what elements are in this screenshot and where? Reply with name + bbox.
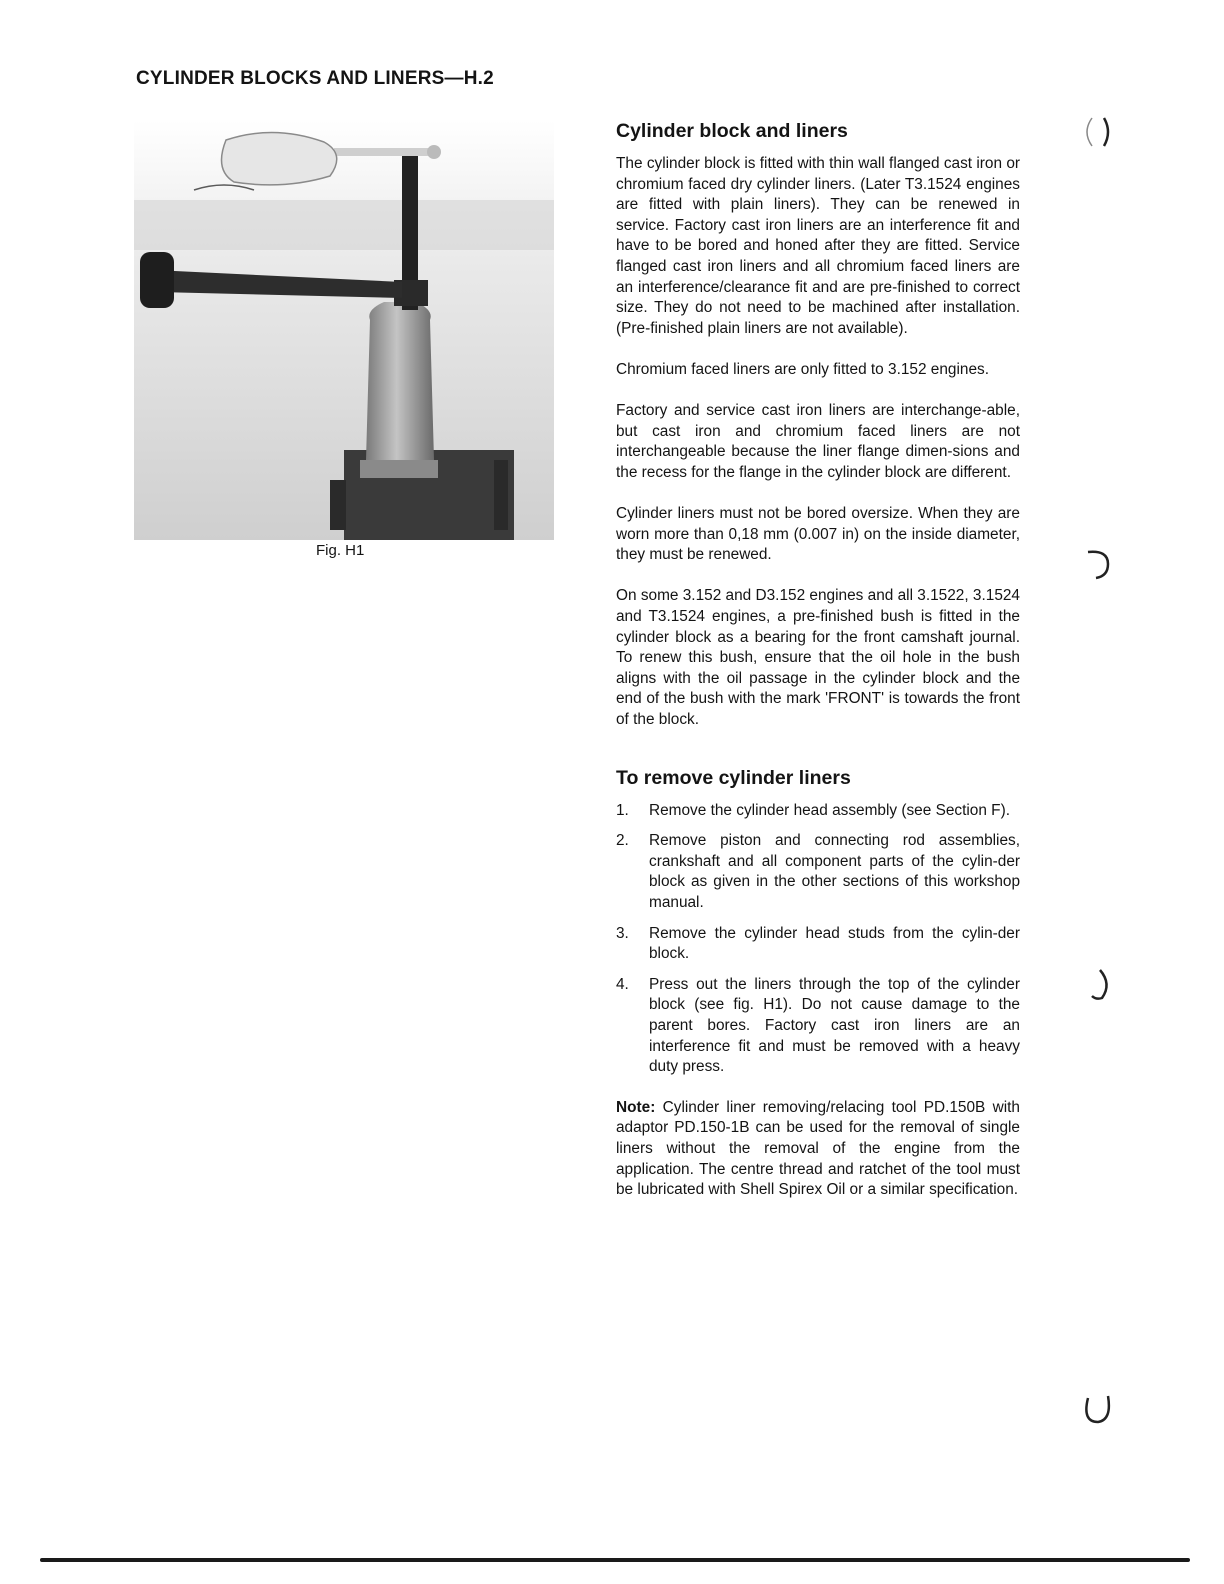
step-text: Remove the cylinder head assembly (see Section F). [649, 801, 1010, 819]
step-number: 2. [616, 832, 629, 850]
paragraph: Chromium faced liners are only fitted to 3.152 engines. [616, 360, 989, 378]
page-bottom-rule [40, 1558, 1190, 1562]
binder-hole-icon [1078, 112, 1118, 152]
step-text: Press out the liners through the top of the cylinder block (see fig. H1). Do not cause damage to the parent bores. Factory cast iron liners are an interference fit and must be removed with a heavy duty press. [649, 975, 1020, 1076]
paragraph: Cylinder liners must not be bored oversize. When they are worn more than 0,18 mm (0.007 in) on the inside diameter, they must be renewed. [616, 505, 1020, 564]
note-paragraph [616, 1098, 1020, 1201]
step-number: 4. [616, 975, 629, 993]
step-text: Remove piston and connecting rod assemblies, crankshaft and all component parts of the cylin-der block as given in the other sections of this workshop manual. [649, 832, 1020, 911]
paragraph: The cylinder block is fitted with thin wall flanged cast iron or chromium faced dry cylinder liners. (Later T3.1524 engines are fitted with plain liners). They can be renewed in service. Factory cast iron liners are an interference fit and have to be bored and honed after they are fitted. Service flanged cast iron liners and all chromium faced liners are an interference/clearance fit and are pre-finished to correct size. They do not need to be machined after installation. (Pre-finished plain liners are not available). [616, 155, 1020, 337]
figure-caption: Fig. H1 [316, 542, 365, 559]
binder-hole-icon [1078, 544, 1118, 584]
binder-hole-icon [1078, 1388, 1118, 1428]
list-item [616, 975, 1020, 1078]
list-item [616, 801, 1020, 822]
list-item [616, 831, 1020, 913]
section-heading-remove-liners: To remove cylinder liners [616, 766, 851, 789]
step-text: Remove the cylinder head studs from the cylin-der block. [649, 924, 1020, 963]
note-text: Cylinder liner removing/relacing tool PD.150B with adaptor PD.150-1B can be used for the removal of single liners without the removal of the engine from the application. The centre thread and ratchet of the tool must be lubricated with Shell Spirex Oil or a similar specification. [616, 1098, 1020, 1199]
page-title: CYLINDER BLOCKS AND LINERS—H.2 [136, 68, 494, 89]
paragraph: Factory and service cast iron liners are interchange-able, but cast iron and chromium faced liners are not interchangeable because the liner flange dimen-sions and the recess for the flange in the cylinder block are different. [616, 402, 1020, 481]
note-label: Note: [616, 1098, 656, 1116]
step-number: 1. [616, 801, 629, 819]
paragraph: On some 3.152 and D3.152 engines and all 3.1522, 3.1524 and T3.1524 engines, a pre-finished bush is fitted in the cylinder block as a bearing for the front camshaft journal. To renew this bush, ensure that the oil hole in the bush aligns with the oil passage in the cylinder block and the end of the bush with the mark 'FRONT' is towards the front of the block. [616, 587, 1020, 729]
removal-steps-list [616, 801, 1020, 1078]
liner-press-photo [134, 120, 554, 540]
section-heading-block-liners: Cylinder block and liners [616, 120, 848, 142]
main-column [616, 118, 1020, 1221]
step-number: 3. [616, 924, 629, 942]
binder-hole-icon [1078, 964, 1118, 1004]
list-item [616, 924, 1020, 965]
